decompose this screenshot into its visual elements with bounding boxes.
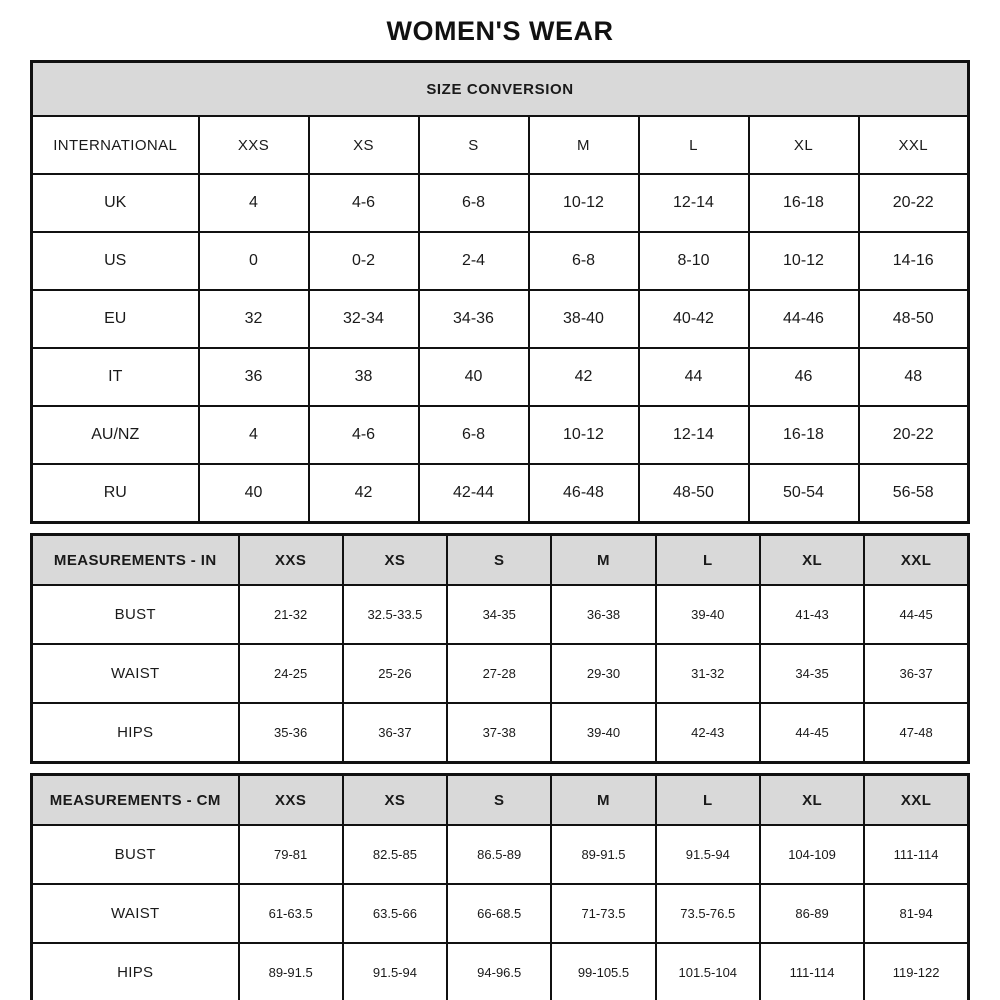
- measurement-in-cell: 41-43: [760, 585, 864, 644]
- measurement-in-cell: 34-35: [447, 585, 551, 644]
- row-label: EU: [32, 290, 199, 348]
- table-row: [32, 348, 969, 406]
- row-label: IT: [32, 348, 199, 406]
- measurement-cm-cell: 111-114: [864, 825, 968, 884]
- size-column-header: L: [639, 116, 749, 174]
- size-value-cell: 4: [199, 174, 309, 232]
- measurement-cm-cell: 104-109: [760, 825, 864, 884]
- size-value-cell: 6-8: [419, 406, 529, 464]
- table-row: [32, 703, 969, 763]
- size-value-cell: 32-34: [309, 290, 419, 348]
- size-value-cell: 48-50: [639, 464, 749, 523]
- size-value-cell: 38-40: [529, 290, 639, 348]
- table-row: [32, 943, 969, 1000]
- table-row: [32, 116, 969, 174]
- size-value-cell: 10-12: [529, 406, 639, 464]
- measurement-cm-cell: 99-105.5: [551, 943, 655, 1000]
- size-value-cell: 12-14: [639, 406, 749, 464]
- size-value-cell: 0: [199, 232, 309, 290]
- size-value-cell: 2-4: [419, 232, 529, 290]
- size-value-cell: 56-58: [859, 464, 969, 523]
- size-value-cell: 40: [199, 464, 309, 523]
- measurement-cm-cell: 101.5-104: [656, 943, 760, 1000]
- size-value-cell: 6-8: [419, 174, 529, 232]
- measurement-in-cell: 27-28: [447, 644, 551, 703]
- row-label: AU/NZ: [32, 406, 199, 464]
- size-column-header: XXL: [864, 775, 968, 826]
- size-column-header: S: [447, 535, 551, 586]
- measurement-in-cell: 36-37: [343, 703, 447, 763]
- size-value-cell: 20-22: [859, 174, 969, 232]
- size-column-header: L: [656, 535, 760, 586]
- measurement-in-cell: 35-36: [239, 703, 343, 763]
- size-column-header: XL: [760, 775, 864, 826]
- measurement-in-cell: 42-43: [656, 703, 760, 763]
- measurement-cm-cell: 91.5-94: [343, 943, 447, 1000]
- size-value-cell: 12-14: [639, 174, 749, 232]
- size-value-cell: 40-42: [639, 290, 749, 348]
- measurement-in-cell: 39-40: [551, 703, 655, 763]
- measurement-cm-cell: 86-89: [760, 884, 864, 943]
- measurement-cm-cell: 86.5-89: [447, 825, 551, 884]
- measurements-table-header: MEASUREMENTS - CM: [32, 775, 239, 826]
- table-row: [32, 62, 969, 117]
- measurements-cm-table: [30, 773, 970, 1000]
- measurement-cm-cell: 82.5-85: [343, 825, 447, 884]
- size-value-cell: 10-12: [749, 232, 859, 290]
- size-column-header: XS: [343, 775, 447, 826]
- size-value-cell: 42: [529, 348, 639, 406]
- measurement-cm-cell: 119-122: [864, 943, 968, 1000]
- measurement-in-cell: 24-25: [239, 644, 343, 703]
- measurement-cm-cell: 89-91.5: [551, 825, 655, 884]
- size-value-cell: 38: [309, 348, 419, 406]
- row-label: US: [32, 232, 199, 290]
- size-value-cell: 4: [199, 406, 309, 464]
- measurement-in-cell: 37-38: [447, 703, 551, 763]
- measurement-cm-cell: 71-73.5: [551, 884, 655, 943]
- size-value-cell: 6-8: [529, 232, 639, 290]
- measurement-cm-cell: 63.5-66: [343, 884, 447, 943]
- size-column-header: XS: [343, 535, 447, 586]
- measurement-cm-cell: 66-68.5: [447, 884, 551, 943]
- size-value-cell: 14-16: [859, 232, 969, 290]
- row-label: HIPS: [32, 703, 239, 763]
- size-column-header: XXL: [864, 535, 968, 586]
- size-value-cell: 42: [309, 464, 419, 523]
- size-column-header: S: [447, 775, 551, 826]
- size-value-cell: 44-46: [749, 290, 859, 348]
- table-row: [32, 290, 969, 348]
- measurement-in-cell: 34-35: [760, 644, 864, 703]
- table-row: [32, 884, 969, 943]
- size-value-cell: 36: [199, 348, 309, 406]
- table-row: [32, 464, 969, 523]
- size-value-cell: 42-44: [419, 464, 529, 523]
- size-value-cell: 10-12: [529, 174, 639, 232]
- size-column-header: XS: [309, 116, 419, 174]
- size-value-cell: 44: [639, 348, 749, 406]
- row-label: BUST: [32, 585, 239, 644]
- size-value-cell: 40: [419, 348, 529, 406]
- size-column-header: M: [529, 116, 639, 174]
- size-column-header: XL: [760, 535, 864, 586]
- size-value-cell: 8-10: [639, 232, 749, 290]
- size-value-cell: 50-54: [749, 464, 859, 523]
- size-value-cell: 16-18: [749, 406, 859, 464]
- measurement-in-cell: 25-26: [343, 644, 447, 703]
- row-label: INTERNATIONAL: [32, 116, 199, 174]
- size-value-cell: 16-18: [749, 174, 859, 232]
- size-value-cell: 48: [859, 348, 969, 406]
- page-title: WOMEN'S WEAR: [386, 16, 614, 46]
- row-label: BUST: [32, 825, 239, 884]
- size-conversion-table: [30, 60, 970, 524]
- measurement-cm-cell: 94-96.5: [447, 943, 551, 1000]
- table-row: [32, 174, 969, 232]
- measurement-cm-cell: 111-114: [760, 943, 864, 1000]
- measurement-in-cell: 44-45: [760, 703, 864, 763]
- measurement-in-cell: 36-37: [864, 644, 968, 703]
- size-column-header: XXL: [859, 116, 969, 174]
- measurements-in-table: [30, 533, 970, 764]
- size-conversion-header: SIZE CONVERSION: [32, 62, 969, 117]
- size-column-header: XL: [749, 116, 859, 174]
- measurement-in-cell: 21-32: [239, 585, 343, 644]
- table-row: [32, 406, 969, 464]
- row-label: WAIST: [32, 644, 239, 703]
- table-row: [32, 644, 969, 703]
- measurement-in-cell: 39-40: [656, 585, 760, 644]
- measurement-in-cell: 36-38: [551, 585, 655, 644]
- size-column-header: XXS: [199, 116, 309, 174]
- measurement-cm-cell: 73.5-76.5: [656, 884, 760, 943]
- measurement-cm-cell: 81-94: [864, 884, 968, 943]
- measurement-in-cell: 47-48: [864, 703, 968, 763]
- size-column-header: L: [656, 775, 760, 826]
- size-value-cell: 32: [199, 290, 309, 348]
- row-label: WAIST: [32, 884, 239, 943]
- measurement-in-cell: 32.5-33.5: [343, 585, 447, 644]
- size-value-cell: 0-2: [309, 232, 419, 290]
- size-value-cell: 48-50: [859, 290, 969, 348]
- table-row: [32, 775, 969, 826]
- size-column-header: XXS: [239, 775, 343, 826]
- size-column-header: XXS: [239, 535, 343, 586]
- row-label: HIPS: [32, 943, 239, 1000]
- table-row: [32, 825, 969, 884]
- row-label: RU: [32, 464, 199, 523]
- size-value-cell: 20-22: [859, 406, 969, 464]
- size-value-cell: 4-6: [309, 406, 419, 464]
- size-column-header: S: [419, 116, 529, 174]
- size-value-cell: 34-36: [419, 290, 529, 348]
- measurement-in-cell: 31-32: [656, 644, 760, 703]
- measurement-in-cell: 29-30: [551, 644, 655, 703]
- size-column-header: M: [551, 535, 655, 586]
- measurement-cm-cell: 61-63.5: [239, 884, 343, 943]
- table-row: [32, 585, 969, 644]
- measurement-cm-cell: 91.5-94: [656, 825, 760, 884]
- table-row: [32, 232, 969, 290]
- measurement-cm-cell: 89-91.5: [239, 943, 343, 1000]
- size-value-cell: 46: [749, 348, 859, 406]
- measurement-cm-cell: 79-81: [239, 825, 343, 884]
- measurement-in-cell: 44-45: [864, 585, 968, 644]
- row-label: UK: [32, 174, 199, 232]
- size-value-cell: 4-6: [309, 174, 419, 232]
- measurements-table-header: MEASUREMENTS - IN: [32, 535, 239, 586]
- size-column-header: M: [551, 775, 655, 826]
- size-value-cell: 46-48: [529, 464, 639, 523]
- table-row: [32, 535, 969, 586]
- size-chart-page: [30, 0, 970, 1000]
